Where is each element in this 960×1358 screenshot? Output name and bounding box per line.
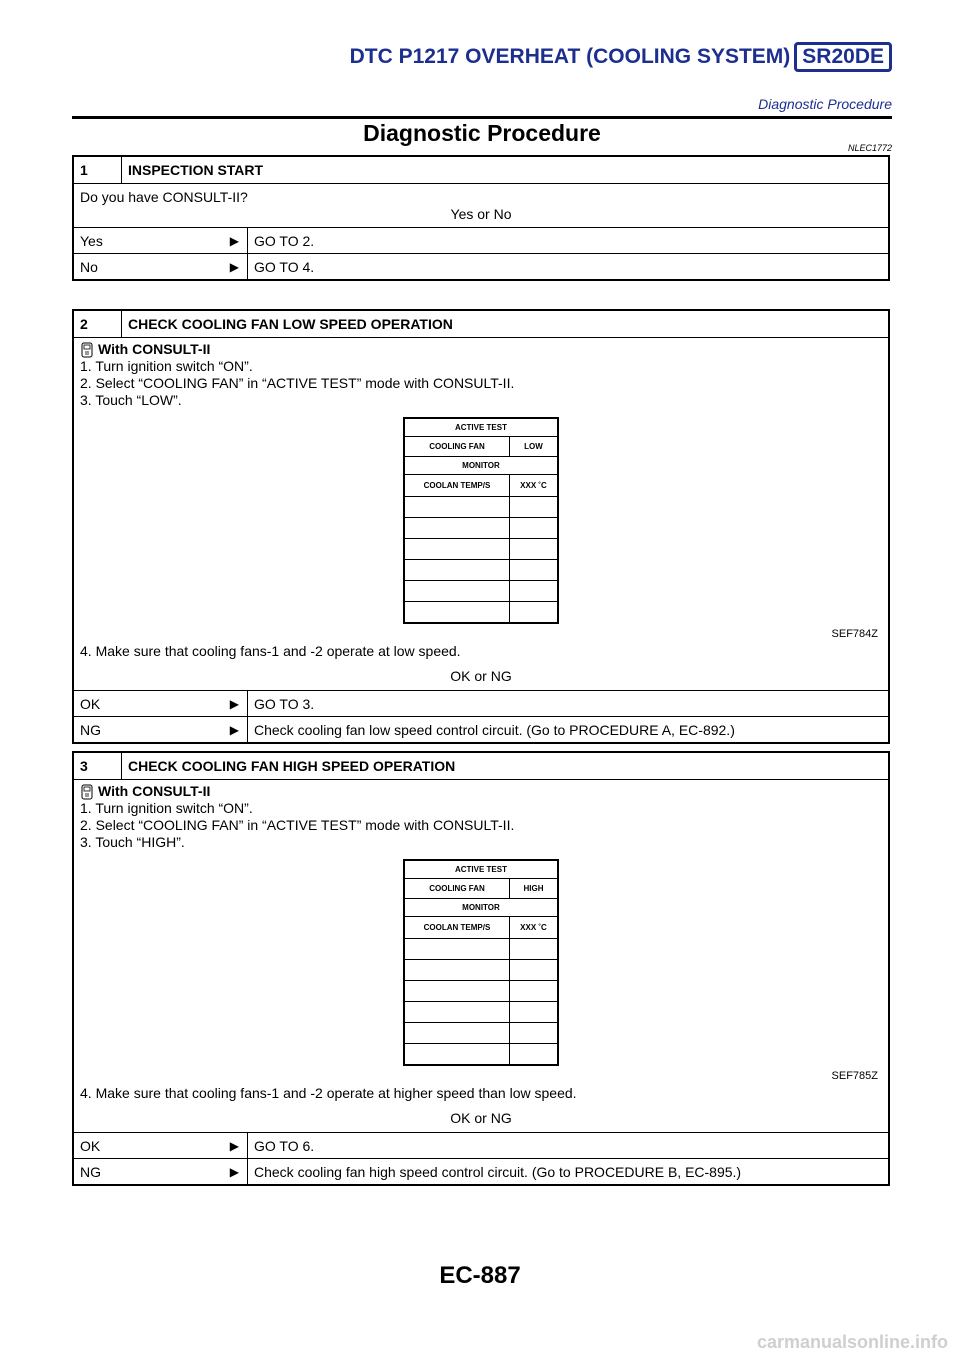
arrow-right-icon: ▶ [229,1138,239,1153]
block-title [74,753,888,780]
with-consult: With CONSULT-II [80,783,882,800]
answer-label: NG [80,721,101,738]
arrow-right-icon: ▶ [229,722,239,737]
question-intro: Do you have CONSULT-II? [80,189,248,205]
screen-value: LOW [524,442,543,451]
screen-monitor-value: XXX ˚C [520,481,547,490]
screen-item: COOLING FAN [405,437,510,456]
screen-monitor: MONITOR [405,457,557,475]
answer-label: No [80,258,98,275]
section-title: Diagnostic Procedure [363,120,601,146]
step-line: 3. Touch “LOW”. [80,392,182,408]
consult-tool-icon [80,342,94,358]
screen-monitor-item: COOLAN TEMP/S [405,917,510,938]
step-number: 2 [74,311,122,337]
step-title: CHECK COOLING FAN LOW SPEED OPERATION [128,316,453,332]
step-title: INSPECTION START [128,162,264,178]
section-code: NLEC1772 [847,143,892,153]
consult-screen [403,417,559,624]
question: OK or NG [450,668,512,684]
answer-label: OK [80,695,101,712]
answer-row [74,716,888,742]
with-consult: With CONSULT-II [80,341,882,358]
engine-badge: SR20DE [794,42,892,72]
step-line: 4. Make sure that cooling fans-1 and -2 operate at higher speed than low speed. [80,1085,577,1101]
page-header-title: DTC P1217 OVERHEAT (COOLING SYSTEM) SR20DE [0,42,892,72]
arrow-right-icon: ▶ [229,1164,239,1179]
screen-item: COOLING FAN [405,879,510,898]
answer-action: GO TO 6. [254,1137,315,1154]
screen-monitor-item: COOLAN TEMP/S [405,475,510,496]
question: OK or NG [450,1110,512,1126]
block-title [74,311,888,338]
step-line: 3. Touch “HIGH”. [80,834,185,850]
answer-label: NG [80,1163,101,1180]
answer-row [74,1158,888,1184]
consult-tool-icon [80,784,94,800]
figure-code: SEF784Z [831,628,878,640]
screen-monitor-value: XXX ˚C [520,923,547,932]
answer-action: GO TO 4. [254,258,315,275]
arrow-right-icon: ▶ [229,696,239,711]
answer-label: Yes [80,232,103,249]
step-line: 2. Select “COOLING FAN” in “ACTIVE TEST” mode with CONSULT-II. [80,375,515,391]
answer-action: Check cooling fan high speed control circuit. (Go to PROCEDURE B, EC-895.) [254,1163,742,1180]
step-line: 1. Turn ignition switch “ON”. [80,800,253,816]
step-line: 4. Make sure that cooling fans-1 and -2 operate at low speed. [80,643,461,659]
step-number: 3 [74,753,122,779]
consult-screen [403,859,559,1066]
procedure-block-3 [72,751,890,1186]
procedure-block-2 [72,309,890,744]
screen-head: ACTIVE TEST [405,861,557,879]
answer-action: GO TO 3. [254,695,315,712]
answer-row [74,1132,888,1158]
answer-action: Check cooling fan low speed control circuit. (Go to PROCEDURE A, EC-892.) [254,721,735,738]
procedure-block-1 [72,155,890,281]
watermark: carmanualsonline.info [756,1332,948,1352]
question: Yes or No [450,206,512,222]
page-number: EC-887 [439,1262,521,1289]
answer-action: GO TO 2. [254,232,315,249]
step-number: 1 [74,157,122,183]
screen-value: HIGH [523,884,544,893]
screen-monitor: MONITOR [405,899,557,917]
step-title: CHECK COOLING FAN HIGH SPEED OPERATION [128,758,456,774]
header-subtitle: Diagnostic Procedure [758,96,892,112]
screen-head: ACTIVE TEST [405,419,557,437]
header-rule [72,116,892,119]
arrow-right-icon: ▶ [229,233,239,248]
step-line: 1. Turn ignition switch “ON”. [80,358,253,374]
figure-code: SEF785Z [831,1070,878,1082]
answer-row [74,227,888,253]
answer-row [74,690,888,716]
step-line: 2. Select “COOLING FAN” in “ACTIVE TEST” mode with CONSULT-II. [80,817,515,833]
answer-row [74,253,888,279]
arrow-right-icon: ▶ [229,259,239,274]
answer-label: OK [80,1137,101,1154]
block-title [74,157,888,184]
